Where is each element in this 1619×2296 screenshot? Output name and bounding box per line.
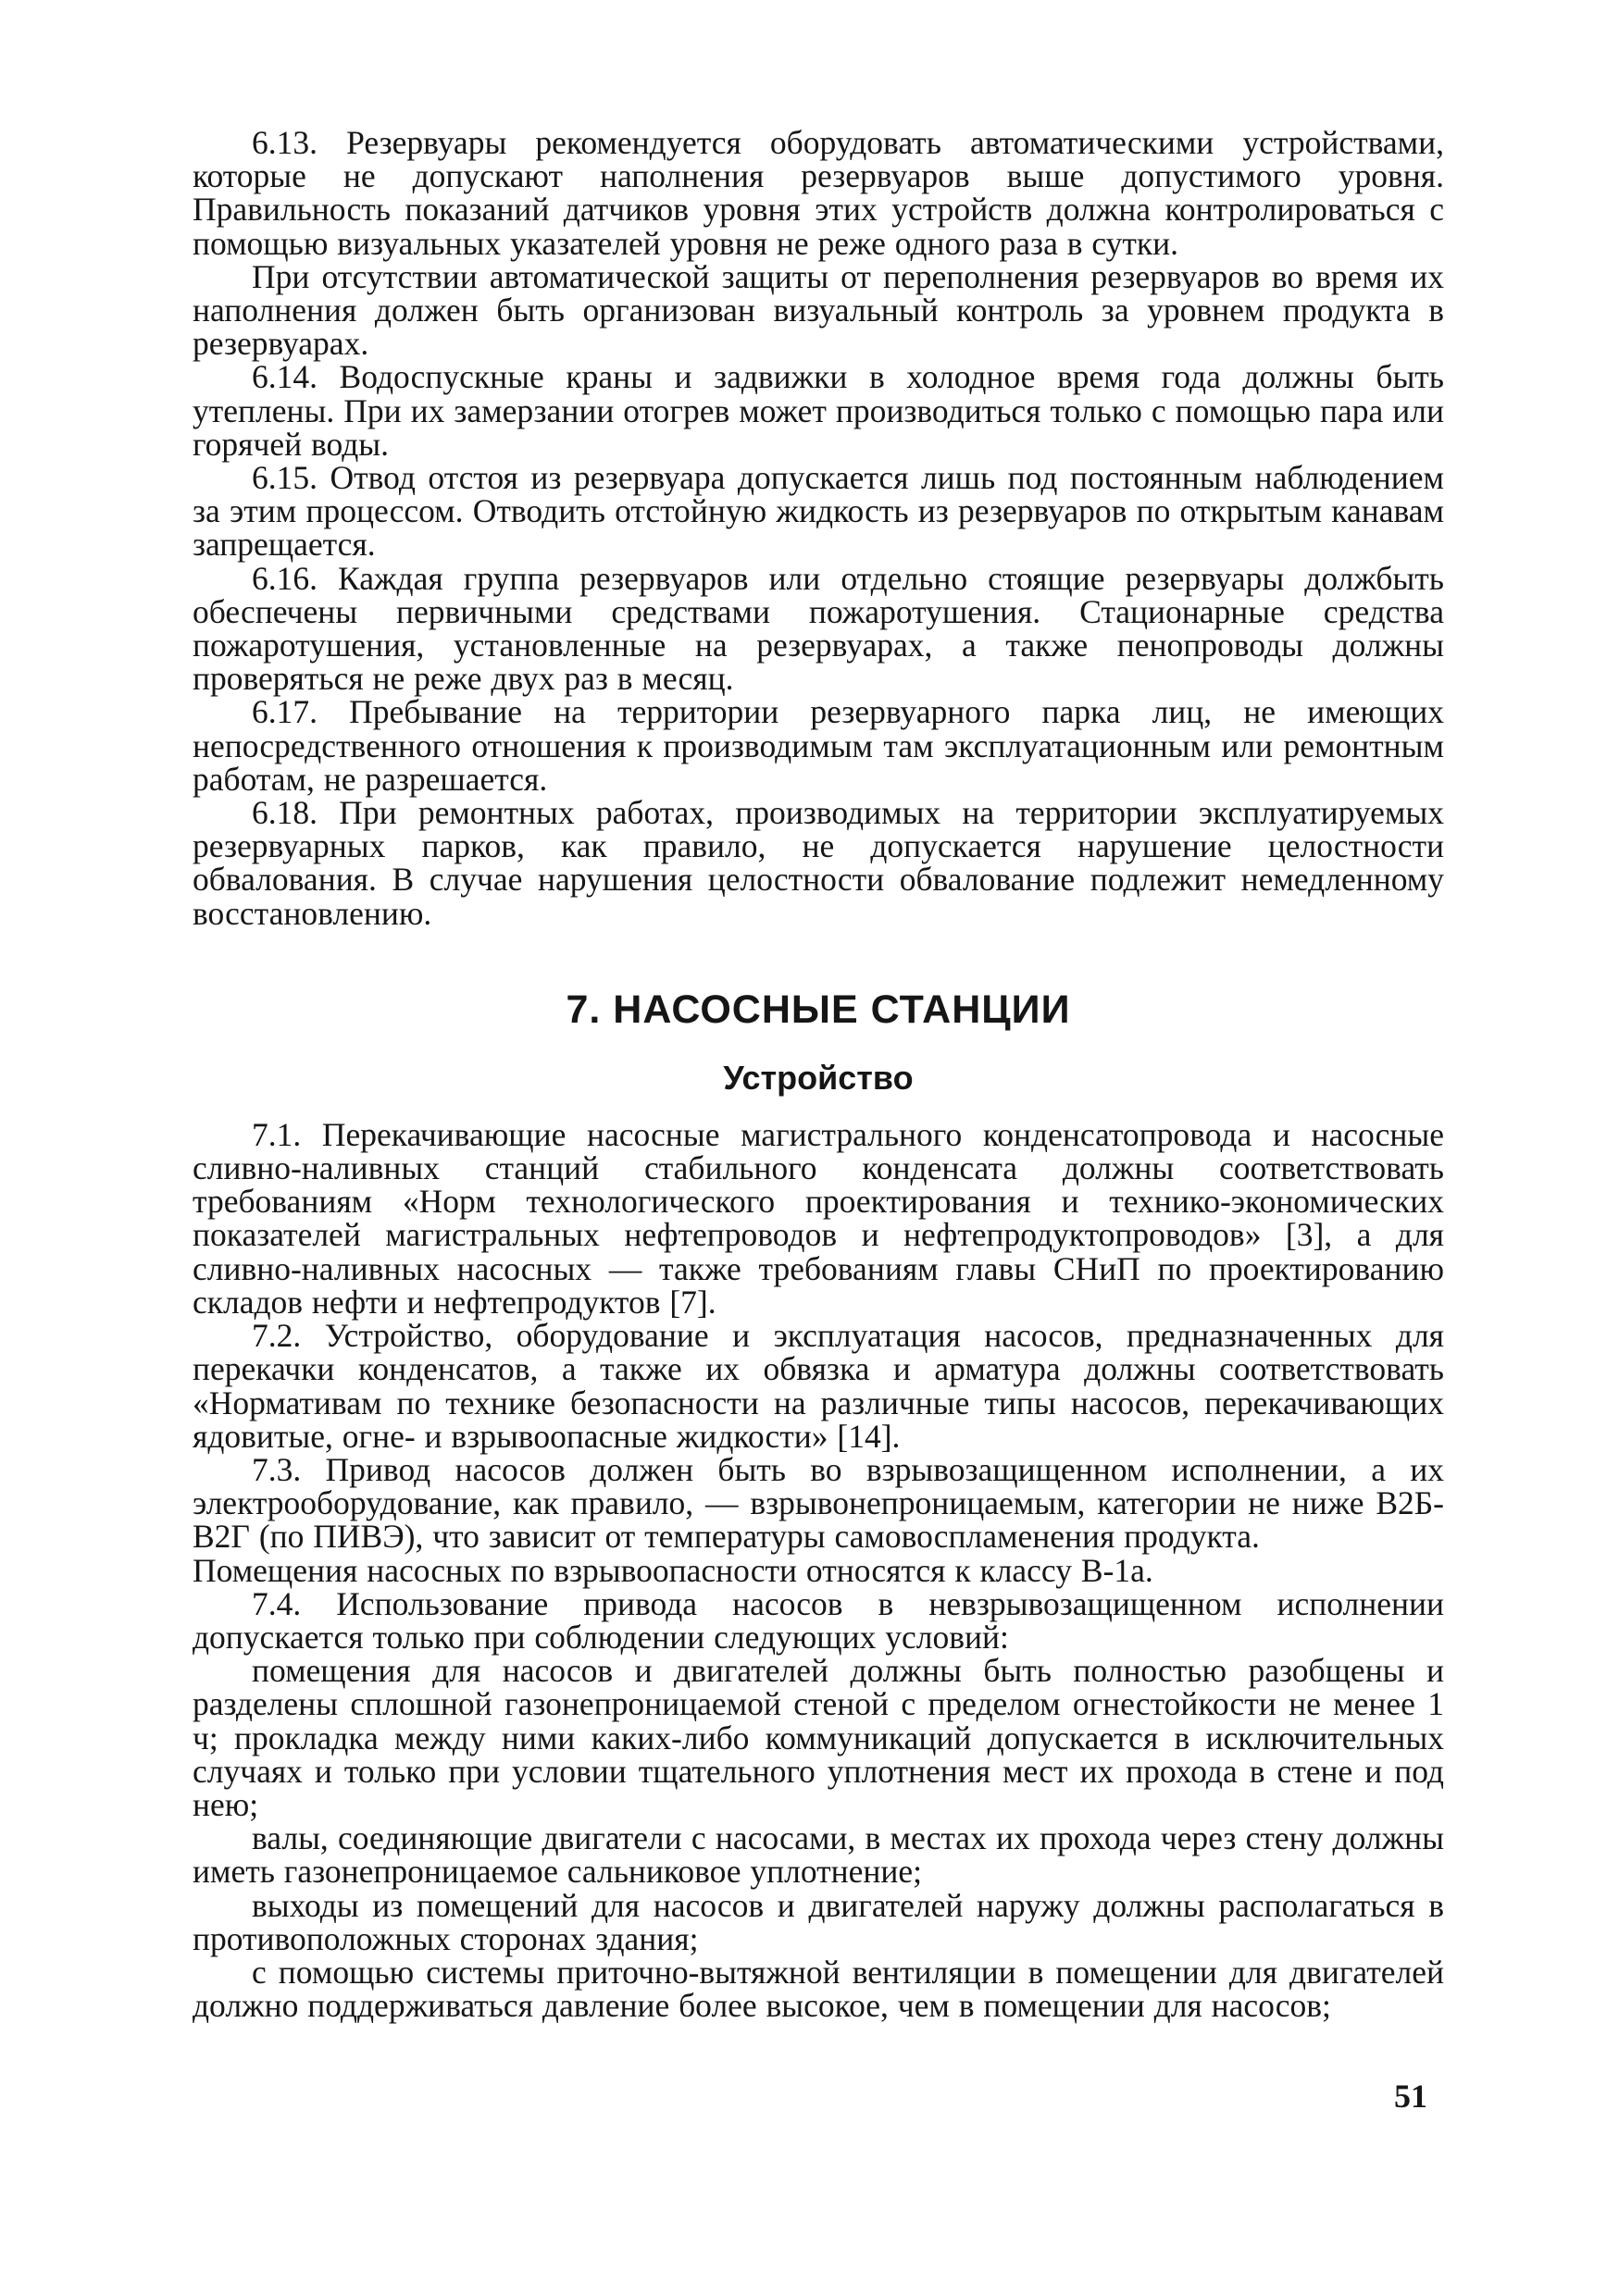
paragraph-7-1: 7.1. Перекачивающие насосные магистрального конденсатопровода и насосные сливно-наливных станций стабильного конденсата должны соответствовать требованиям «Норм технологического проектирования и технико-экономических показателей магистральных нефтепроводов и нефтепродуктопроводов» [3], а для сливно-наливных насосных — также требованиям главы СНиП по проектированию складов нефти и нефтепродуктов [7].	[193, 1115, 1444, 1321]
paragraph-6-16: 6.16. Каждая группа резервуаров или отдельно стоящие резервуары должбыть обеспечены первичными средствами пожаротушения. Стационарные средства пожаротушения, установленные на резервуарах, а также пенопроводы должны проверяться не реже двух раз в месяц.	[193, 559, 1444, 698]
paragraph-6-15: 6.15. Отвод отстоя из резервуара допускается лишь под постоянным наблюдением за этим процессом. Отводить отстойную жидкость из резервуаров по открытым канавам запрещается.	[193, 459, 1444, 564]
paragraph-7-4: 7.4. Использование привода насосов в невзрывозащищенном исполнении допускается только при соблюдении следующих условий:	[193, 1584, 1444, 1656]
paragraph-7-3: 7.3. Привод насосов должен быть во взрывозащищенном исполнении, а их электрооборудование, как правило, — взрывонепроницаемым, категории не ниже В2Б-В2Г (по ПИВЭ), что зависит от температуры самовоспламенения продукта.	[193, 1450, 1444, 1556]
paragraph-6-13-cont: При отсутствии автоматической защиты от переполнения резервуаров во время их наполнения должен быть организован визуальный контроль за уровнем продукта в резервуарах.	[193, 257, 1444, 363]
section-7-subtitle: Устройство	[723, 1058, 914, 1097]
paragraph-7-4-condition-2: валы, соединяющие двигатели с насосами, в местах их прохода через стену должны иметь газонепроницаемое сальниковое уплотнение;	[193, 1819, 1444, 1891]
paragraph-6-17: 6.17. Пребывание на территории резервуарного парка лиц, не имеющих непосредственного отношения к производимым там эксплуатационным или ремонтным работам, не разрешается.	[193, 693, 1444, 798]
paragraph-7-2: 7.2. Устройство, оборудование и эксплуатация насосов, предназначенных для перекачки конденсатов, а также их обвязка и арматура должны соответствовать «Нормативам по технике безопасности на различные типы насосов, перекачивающих ядовитые, огне- и взрывоопасные жидкости» [14].	[193, 1317, 1444, 1455]
paragraph-7-4-condition-4: с помощью системы приточно-вытяжной вентиляции в помещении для двигателей должно поддерживаться давление более высокое, чем в помещении для насосов;	[193, 1953, 1444, 2025]
paragraph-6-13: 6.13. Резервуары рекомендуется оборудовать автоматическими устройствами, которые не допускают наполнения резервуаров выше допустимого уровня. Правильность показаний датчиков уровня этих устройств должна контролироваться с помощью визуальных указателей уровня не реже одного раза в сутки.	[193, 124, 1444, 262]
paragraph-7-4-condition-3: выходы из помещений для насосов и двигателей наружу должны располагаться в противоположных сторонах здания;	[193, 1886, 1444, 1957]
section-7-body	[193, 1115, 1444, 2025]
paragraph-6-18: 6.18. При ремонтных работах, производимых на территории эксплуатируемых резервуарных парков, как правило, не допускается нарушение целостности обвалования. В случае нарушения целостности обвалование подлежит немедленному восстановлению.	[193, 794, 1444, 932]
paragraph-7-3-class: Помещения насосных по взрывоопасности относятся к классу В-1а.	[193, 1551, 1153, 1589]
page-number: 51	[1394, 2078, 1427, 2115]
paragraph-6-14: 6.14. Водоспускные краны и задвижки в холодное время года должны быть утеплены. При их замерзании отогрев может производиться только с помощью пара или горячей воды.	[193, 358, 1444, 463]
section-7-title: 7. НАСОСНЫЕ СТАНЦИИ	[566, 987, 1071, 1032]
document-page	[193, 124, 1444, 2025]
paragraph-7-4-condition-1: помещения для насосов и двигателей должны быть полностью разобщены и разделены сплошной газонепроницаемой стеной с пределом огнестойкости не менее 1 ч; прокладка между ними каких-либо коммуникаций допускается в исключительных случаях и только при условии тщательного уплотнения мест их прохода в стене и под нею;	[193, 1652, 1444, 1823]
section-6-tail	[193, 126, 1444, 930]
